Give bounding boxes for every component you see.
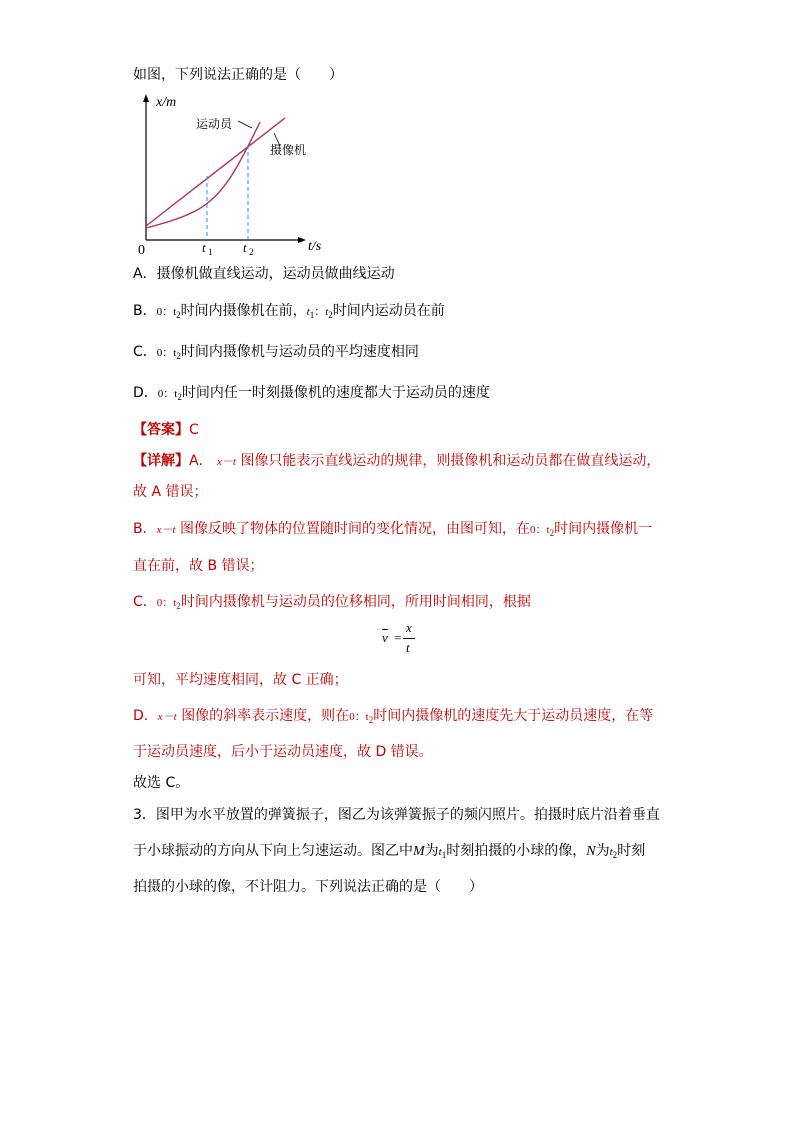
formula-denominator: t bbox=[406, 640, 410, 655]
option-a: A．摄像机做直线运动，运动员做曲线运动 bbox=[133, 266, 395, 282]
formula-fraction-bar bbox=[403, 638, 415, 639]
x-axis-arrow-icon bbox=[298, 237, 306, 243]
q3-line1: 3．图甲为水平放置的弹簧振子，图乙为该弹簧振子的频闪照片。拍摄时底片沿着垂直 bbox=[133, 807, 660, 823]
option-d-prefix: D． bbox=[133, 385, 158, 401]
t1-subscript: 1 bbox=[208, 247, 213, 257]
option-c-sub: 2 bbox=[176, 351, 181, 361]
option-b-colon: ： bbox=[314, 305, 326, 318]
explanation-b-sub: 2 bbox=[549, 528, 555, 538]
final-answer: 故选 C。 bbox=[133, 775, 190, 791]
option-c-prefix: C． bbox=[133, 344, 157, 360]
explanation-c-range: 0：t bbox=[156, 597, 177, 609]
option-d-post: 时间内任一时刻摄像机的速度都大于运动员的速度 bbox=[181, 385, 490, 401]
explanation-b-line2: 直在前，故 B 错误； bbox=[133, 558, 264, 574]
y-axis-arrow-icon bbox=[143, 94, 149, 102]
explanation-c-text: 时间内摄像机与运动员的位移相同，所用时间相同，根据 bbox=[180, 594, 531, 610]
option-c-post: 时间内摄像机与运动员的平均速度相同 bbox=[180, 344, 419, 360]
explanation-c-prefix: C． bbox=[133, 594, 157, 610]
answer-line bbox=[133, 421, 199, 439]
explanation-d-sub: 2 bbox=[368, 715, 374, 725]
q3-mid2: 时刻拍摄的小球的像， bbox=[446, 843, 587, 859]
q3-post: 时刻 bbox=[617, 843, 646, 859]
option-d-range: 0：t bbox=[157, 388, 178, 400]
camera-line bbox=[146, 118, 285, 226]
athlete-leader-line bbox=[238, 121, 252, 128]
camera-label: 摄像机 bbox=[270, 143, 307, 157]
explanation-b-xt: x－t bbox=[156, 524, 176, 536]
explanation-b-range: 0：t bbox=[530, 524, 550, 536]
explanation-b-line1 bbox=[133, 520, 652, 539]
q3-mid1: 为 bbox=[424, 843, 439, 859]
formula-lhs: $\overline{v}$ bbox=[382, 630, 388, 645]
option-b-prefix: B． bbox=[133, 303, 157, 319]
q3-t1: t bbox=[438, 846, 442, 858]
answer-label: 【答案】 bbox=[133, 422, 189, 438]
explanation-c-sub: 2 bbox=[176, 601, 181, 611]
option-c-range: 0：t bbox=[156, 347, 177, 359]
y-axis-label: x/m bbox=[156, 95, 177, 110]
origin-label: 0 bbox=[138, 243, 145, 258]
explanation-c-line3: 可知，平均速度相同，故 C 正确； bbox=[133, 672, 348, 688]
explanation-d-line1 bbox=[133, 707, 653, 726]
explanation-a-line1 bbox=[133, 452, 660, 471]
option-c bbox=[133, 343, 419, 362]
option-d bbox=[133, 384, 490, 403]
explanation-b-text1: 图像反映了物体的位置随时间的变化情况，由图可知，在 bbox=[180, 521, 531, 537]
t1-label: t bbox=[202, 240, 206, 255]
explanation-d-range: 0：t bbox=[349, 711, 369, 723]
option-b-t1-sub: 1 bbox=[309, 310, 315, 320]
q3-m: M bbox=[413, 844, 425, 859]
x-axis-label: t/s bbox=[308, 239, 322, 254]
explanation-d-prefix: D． bbox=[133, 708, 158, 724]
explanation-d-line2: 于运动员速度，后小于运动员速度，故 D 错误。 bbox=[133, 744, 433, 760]
option-b-t2-sub: 2 bbox=[328, 310, 333, 320]
q3-t2: t bbox=[609, 846, 613, 858]
q3-line3: 拍摄的小球的像，不计阻力。下列说法正确的是（ ） bbox=[133, 879, 483, 895]
option-d-sub: 2 bbox=[177, 392, 182, 402]
athlete-label: 运动员 bbox=[196, 117, 233, 131]
option-b-sub: 2 bbox=[176, 310, 181, 320]
explanation-d-text2: 时间内摄像机的速度先大于运动员速度，在等 bbox=[373, 708, 654, 724]
explanation-a-prefix: A． bbox=[189, 453, 213, 469]
question-stem: 如图，下列说法正确的是（ ） bbox=[133, 67, 343, 83]
explanation-b-prefix: B． bbox=[133, 521, 157, 537]
q3-mid3: 为 bbox=[595, 843, 610, 859]
explanation-label: 【详解】 bbox=[133, 453, 189, 469]
explanation-a-text: 图像只能表示直线运动的规律，则摄像机和运动员都在做直线运动， bbox=[240, 453, 661, 469]
q3-line2 bbox=[133, 842, 645, 861]
option-b-post: 时间内运动员在前 bbox=[332, 303, 445, 319]
option-b-range: 0：t bbox=[156, 306, 177, 318]
option-b bbox=[133, 302, 445, 321]
option-b-mid: 时间内摄像机在前， bbox=[180, 303, 307, 319]
explanation-d-text1: 图像的斜率表示速度，则在 bbox=[181, 708, 350, 724]
explanation-a-line2: 故 A 错误； bbox=[133, 484, 208, 500]
option-b-t1: t bbox=[306, 306, 310, 318]
formula-numerator: x bbox=[406, 620, 412, 635]
formula-eq: = bbox=[394, 630, 402, 645]
t2-label: t bbox=[243, 240, 247, 255]
xt-graph-figure bbox=[130, 88, 330, 258]
q3-n: N bbox=[586, 844, 596, 859]
explanation-c-line1 bbox=[133, 593, 531, 612]
t2-subscript: 2 bbox=[249, 247, 254, 257]
explanation-b-text2: 时间内摄像机一 bbox=[554, 521, 653, 537]
explanation-a-xt: x－t bbox=[217, 456, 236, 468]
q3-line2-pre: 于小球振动的方向从下向上匀速运动。图乙中 bbox=[133, 843, 413, 859]
explanation-d-xt: x－t bbox=[157, 711, 177, 723]
option-b-t2: t bbox=[325, 306, 329, 318]
q3-t2-sub: 2 bbox=[612, 850, 618, 860]
q3-t1-sub: 1 bbox=[441, 850, 447, 860]
answer-value: C bbox=[189, 422, 199, 438]
